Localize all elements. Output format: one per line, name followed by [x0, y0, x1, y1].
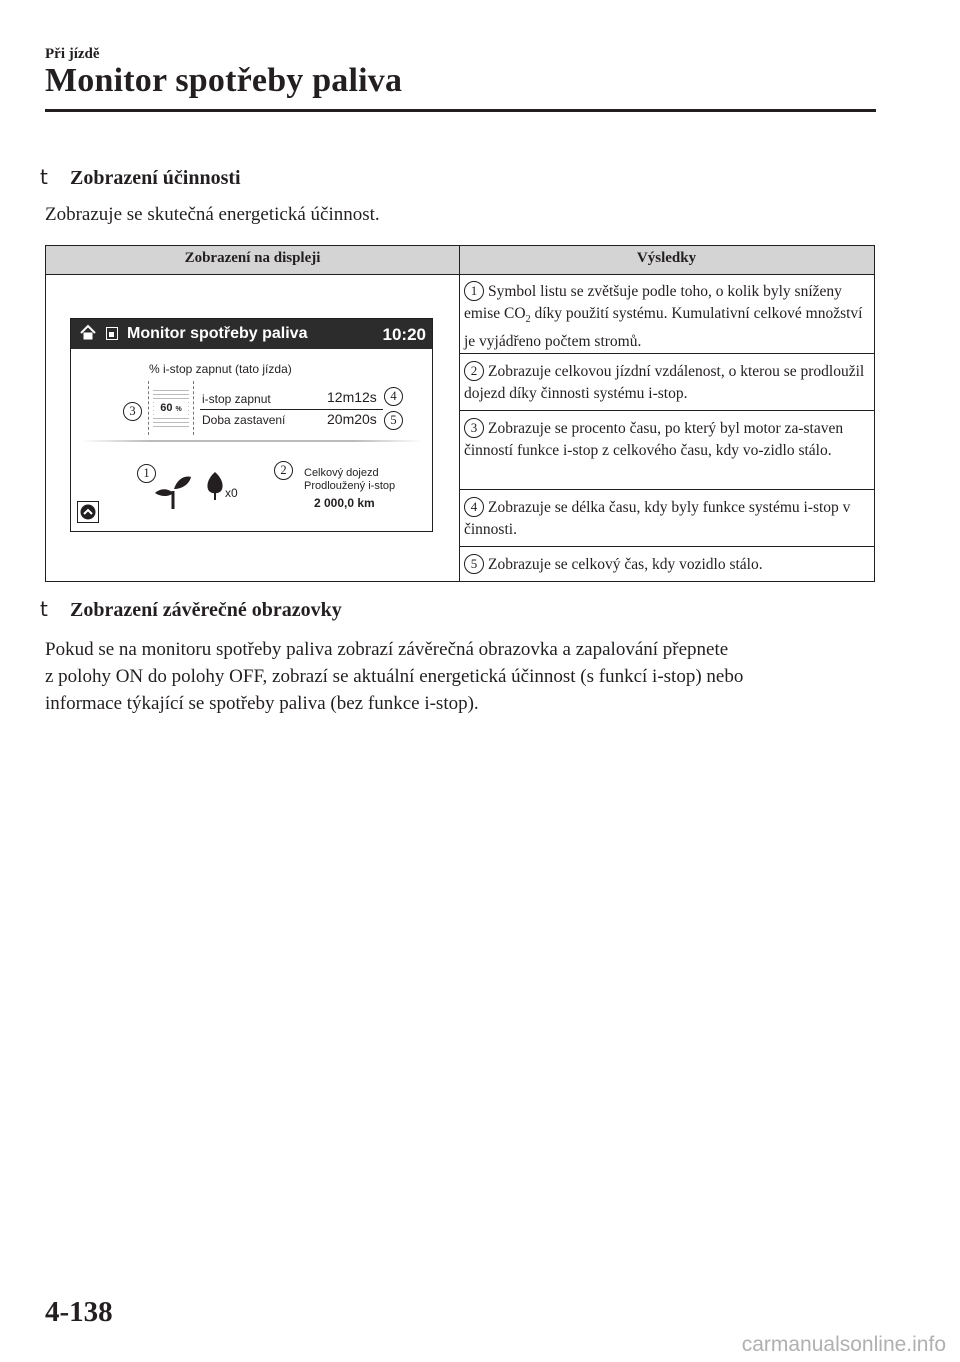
- section-label: Při jízdě: [45, 46, 100, 62]
- intro-text: Zobrazuje se skutečná energetická účinnost.: [45, 204, 380, 225]
- leaf-icon: [153, 471, 193, 511]
- tree-count: x0: [225, 486, 238, 500]
- number-icon: 5: [464, 554, 484, 574]
- result-text-cont: díky použití systému. Kumulativní celkové množství je vyjádřeno počtem stromů.: [464, 305, 863, 351]
- subheading-final-screen: [40, 597, 342, 622]
- number-icon: 4: [464, 497, 484, 517]
- gauge-value: [154, 399, 188, 417]
- page-title: Monitor spotřeby paliva: [45, 62, 403, 99]
- result-text: Zobrazuje se procento času, po který byl motor za-staven činností funkce i-stop z celkového času, kdy vo-zidlo stálo.: [464, 420, 844, 459]
- tree-icon: [204, 471, 226, 501]
- header-display: Zobrazení na displeji: [184, 250, 321, 266]
- istop-percent-label: % i-stop zapnut (tato jízda): [149, 362, 292, 376]
- result-row-3: [460, 411, 874, 490]
- bullet-icon: t: [40, 165, 48, 189]
- result-text: Zobrazuje se délka času, kdy byly funkce systému i-stop v činnosti.: [464, 499, 851, 538]
- clock: 10:20: [382, 325, 426, 344]
- screen-divider: [81, 440, 423, 442]
- callout-4: 4: [384, 387, 403, 406]
- result-row-2: [460, 354, 874, 411]
- result-text: Zobrazuje celkovou jízdní vzdálenost, o kterou se prodloužil dojezd díky činnosti systému i-stop.: [464, 363, 865, 402]
- subheading-text: Zobrazení závěrečné obrazovky: [70, 599, 342, 621]
- distance-label-1: Celkový dojezd: [304, 467, 379, 479]
- subscript: 2: [525, 314, 531, 326]
- app-icon: [106, 327, 118, 340]
- idle-time-value: 20m20s: [327, 411, 377, 427]
- number-icon: 2: [464, 361, 484, 381]
- home-icon[interactable]: [79, 324, 97, 342]
- result-text: Zobrazuje se celkový čas, kdy vozidlo stálo.: [488, 556, 763, 573]
- istop-on-value: 12m12s: [327, 389, 377, 405]
- result-row-5: [460, 547, 874, 581]
- final-screen-paragraph: [45, 636, 875, 717]
- idle-time-label: Doba zastavení: [202, 413, 286, 427]
- result-text: Symbol listu se zvětšuje podle toho, o kolik byly sníženy emise CO: [464, 283, 842, 322]
- result-row-1: [460, 274, 874, 354]
- screen-title: Monitor spotřeby paliva: [127, 325, 308, 342]
- number-icon: 3: [464, 418, 484, 438]
- callout-2: 2: [274, 461, 293, 480]
- display-screen: [70, 318, 433, 532]
- callout-5: 5: [384, 411, 403, 430]
- istop-gauge: [148, 381, 194, 435]
- paragraph-line: Pokud se na monitoru spotřeby paliva zobrazí závěrečná obrazovka a zapalování přepnete: [45, 639, 729, 660]
- chevron-up-icon: [80, 504, 96, 520]
- watermark: carmanualsonline.info: [741, 1333, 946, 1356]
- number-icon: 1: [464, 281, 484, 301]
- stat-divider: [200, 409, 383, 410]
- header-divider: [45, 109, 876, 112]
- callout-3: 3: [123, 402, 142, 421]
- percent-value: 60: [160, 402, 173, 414]
- result-row-4: [460, 490, 874, 547]
- header-results: Výsledky: [636, 250, 697, 266]
- subheading-efficiency: [40, 165, 241, 190]
- paragraph-line: z polohy ON do polohy OFF, zobrazí se aktuální energetická účinnost (s funkcí i-stop) nebo: [45, 666, 744, 687]
- subheading-text: Zobrazení účinnosti: [70, 167, 241, 189]
- screen-title-bar: [71, 319, 432, 349]
- istop-on-label: i-stop zapnut: [202, 392, 271, 406]
- back-button[interactable]: [77, 501, 99, 523]
- percent-unit: %: [175, 406, 182, 413]
- table-header: [46, 246, 874, 275]
- distance-label-2: Prodloužený i-stop: [304, 480, 396, 492]
- paragraph-line: informace týkající se spotřeby paliva (bez funkce i-stop).: [45, 693, 479, 714]
- bullet-icon: t: [40, 597, 48, 621]
- page-number: 4-138: [45, 1296, 113, 1328]
- distance-value: 2 000,0 km: [314, 496, 375, 510]
- callout-1: 1: [137, 464, 156, 483]
